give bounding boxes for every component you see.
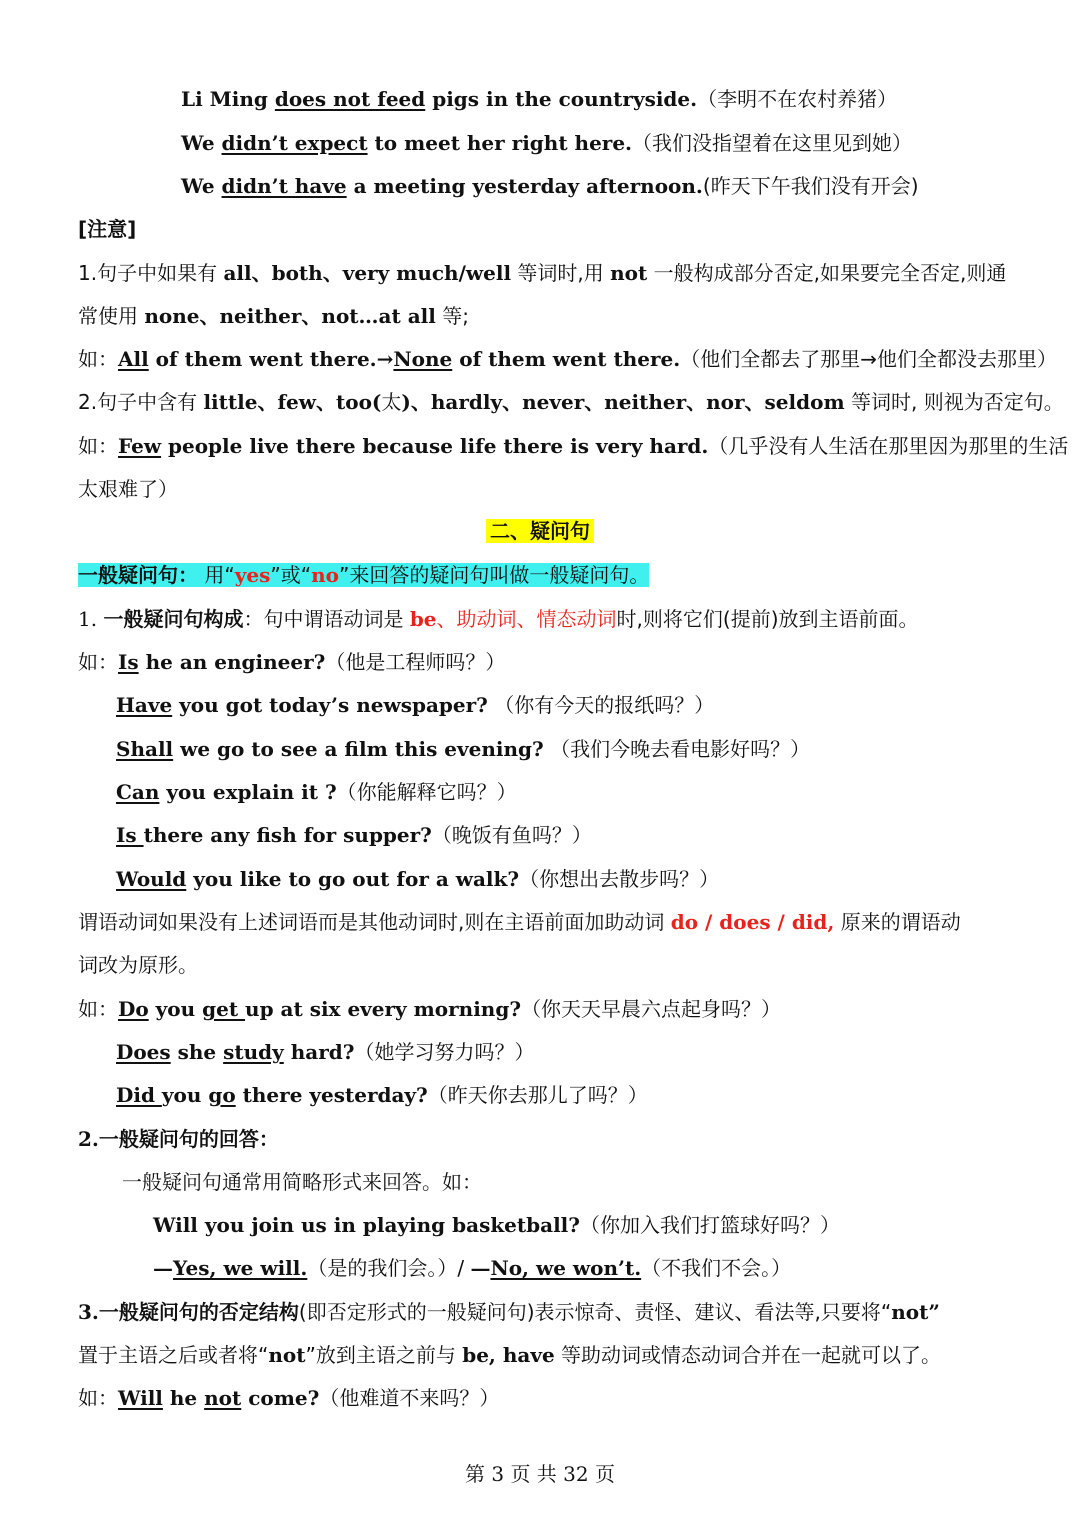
rule-title: 一般疑问句的回答：	[98, 1127, 279, 1151]
underlined-verb: didn’t have	[221, 174, 347, 198]
example-line	[181, 84, 897, 114]
text: you explain it ?	[159, 780, 337, 804]
text: he an engineer?	[138, 650, 326, 674]
number: 2.	[78, 1127, 99, 1151]
rule-2-desc	[122, 1167, 482, 1197]
example-line	[116, 864, 719, 894]
text: you got today’s newspaper?	[172, 693, 488, 717]
note-heading-text: [注意]	[78, 217, 137, 241]
underlined-word: All	[118, 347, 149, 371]
keyword: do / does / did,	[670, 910, 835, 934]
example-answer-line	[153, 1253, 791, 1283]
example-line	[116, 734, 810, 764]
underlined-verb: get	[202, 997, 246, 1021]
example-line	[181, 171, 919, 201]
text: he	[162, 1386, 205, 1410]
answer-yes: Yes, we will.	[173, 1256, 308, 1280]
translation: （你加入我们打篮球好吗？）	[580, 1213, 841, 1237]
text: ：句中谓语动词是	[243, 607, 410, 631]
underlined-word: Few	[118, 434, 162, 458]
text: there yesterday?	[235, 1083, 428, 1107]
text: of them went there.→	[148, 347, 394, 371]
rule-2	[78, 1124, 279, 1154]
text: you	[161, 1083, 209, 1107]
text: pigs in the countryside.	[425, 87, 698, 111]
translation: (昨天下午我们没有开会)	[702, 174, 919, 198]
label: 如：	[78, 650, 118, 674]
label: 如：	[78, 347, 118, 371]
text: 原来的谓语动	[834, 910, 961, 934]
underlined-word: None	[393, 347, 453, 371]
label: 如：	[78, 997, 118, 1021]
underlined-verb: Shall	[116, 737, 174, 761]
keyword: not	[268, 1343, 306, 1367]
number: 1.	[78, 607, 104, 631]
text: of them went there.	[452, 347, 681, 371]
label: 如：	[78, 434, 118, 458]
example-line	[78, 647, 505, 677]
example-line	[78, 994, 781, 1024]
rule-title: 一般疑问句的否定结构	[98, 1300, 299, 1324]
translation: （你想出去散步吗？）	[519, 867, 720, 891]
text: ”放到主语之前与	[305, 1343, 463, 1367]
text: 等词时, 则视为否定句。	[844, 390, 1064, 414]
text: 谓语动词如果没有上述词语而是其他动词时,则在主语前面加助动词	[78, 910, 671, 934]
dash: —	[470, 1256, 491, 1280]
text: 等助动词或情态动词合并在一起就可以了。	[554, 1343, 942, 1367]
footer-text: 页 共	[504, 1462, 564, 1486]
keywords: )、hardly、never、neither、nor、seldom	[401, 390, 845, 414]
keywords: all、both、very much/well	[223, 261, 512, 285]
text: 太	[381, 390, 402, 414]
text: 一般疑问句通常用简略形式来回答。如：	[122, 1170, 482, 1194]
text: to meet her right here.	[367, 131, 633, 155]
text: 常使用	[78, 304, 145, 328]
text: 等词时,用	[511, 261, 611, 285]
text: come?	[241, 1386, 320, 1410]
translation: （他难道不来吗？）	[319, 1386, 500, 1410]
text: ”或“	[270, 563, 312, 587]
text: ”来回答的疑问句叫做一般疑问句。	[338, 563, 650, 587]
underlined-verb: does not feed	[274, 87, 426, 111]
example-line	[116, 777, 517, 807]
text: 一般构成部分否定,如果要完全否定,则通	[647, 261, 1007, 285]
text: 2.句子中含有	[78, 390, 204, 414]
definition-highlight	[78, 563, 649, 587]
note-2-line	[78, 387, 1064, 417]
text: 置于主语之后或者将“	[78, 1343, 269, 1367]
translation: （我们没指望着在这里见到她）	[632, 131, 913, 155]
underlined-verb: Have	[116, 693, 173, 717]
underlined-word: not	[204, 1386, 242, 1410]
translation: （晚饭有鱼吗？）	[431, 823, 592, 847]
keyword: 、助动词、情态动词	[436, 607, 617, 631]
text: 1.句子中如果有	[78, 261, 224, 285]
translation: （她学习努力吗？）	[354, 1040, 535, 1064]
underlined-verb: didn’t expect	[221, 131, 368, 155]
keyword: not	[610, 261, 648, 285]
text: you like to go out for a walk?	[186, 867, 520, 891]
text: up at six every morning?	[245, 997, 522, 1021]
number: 3.	[78, 1300, 99, 1324]
text: (即否定形式的一般疑问句)表示惊奇、责怪、建议、看法等,只要将“	[298, 1300, 892, 1324]
page-footer	[0, 1459, 1080, 1489]
translation: （昨天你去那儿了吗？）	[427, 1083, 648, 1107]
text: We	[181, 131, 222, 155]
term: 一般疑问句：	[78, 563, 198, 587]
example-line	[181, 128, 912, 158]
note-2-example	[78, 431, 1068, 461]
keyword: yes	[234, 563, 271, 587]
section-title	[0, 516, 1080, 546]
example-line	[116, 1037, 534, 1067]
text: 用“	[198, 563, 235, 587]
underlined-verb: Can	[116, 780, 160, 804]
rule-paragraph-line-1	[78, 907, 961, 937]
underlined-verb: Is	[118, 650, 139, 674]
underlined-verb: Will	[118, 1386, 163, 1410]
text: people live there because life there is very hard.	[161, 434, 709, 458]
underlined-verb: Is	[116, 823, 144, 847]
note-heading	[78, 214, 136, 244]
text: 时,则将它们(提前)放到主语前面。	[616, 607, 919, 631]
translation: （李明不在农村养猪）	[697, 87, 898, 111]
footer-text: 第	[465, 1462, 492, 1486]
translation: （你有今天的报纸吗？）	[487, 693, 715, 717]
translation: （我们今晚去看电影好吗？）	[543, 737, 811, 761]
translation: （不我们不会。）	[641, 1256, 792, 1280]
keyword: not”	[891, 1300, 940, 1324]
note-1-line-2	[78, 301, 469, 331]
text: Will you join us in playing basketball?	[153, 1213, 581, 1237]
rule-1	[78, 604, 919, 634]
rule-paragraph-line-2	[78, 950, 198, 980]
example-line	[116, 820, 592, 850]
underlined-verb: Did	[116, 1083, 162, 1107]
text: We	[181, 174, 222, 198]
translation: （他是工程师吗？）	[325, 650, 506, 674]
example-line	[153, 1210, 840, 1240]
translation: （几乎没有人生活在那里因为那里的生活	[708, 434, 1069, 458]
translation: 太艰难了）	[78, 477, 178, 501]
dash: —	[153, 1256, 173, 1280]
text: hard?	[283, 1040, 355, 1064]
rule-3-line-2	[78, 1340, 941, 1370]
translation: （你天天早晨六点起身吗？）	[521, 997, 782, 1021]
keyword: be	[409, 607, 437, 631]
text: we go to see a film this evening?	[173, 737, 544, 761]
keywords: be, have	[462, 1343, 555, 1367]
total-pages: 32	[563, 1462, 589, 1486]
underlined-verb: Do	[118, 997, 149, 1021]
page-number: 3	[491, 1462, 505, 1486]
definition-line	[78, 560, 649, 590]
note-1-example	[78, 344, 1057, 374]
keywords: little、few、too(	[203, 390, 382, 414]
underlined-verb: study	[223, 1040, 284, 1064]
text: Li Ming	[181, 87, 275, 111]
translation: （他们全都去了那里→他们全都没去那里）	[680, 347, 1057, 371]
label: 如：	[78, 1386, 118, 1410]
text: there any fish for supper?	[143, 823, 432, 847]
rule-title: 一般疑问句构成	[103, 607, 244, 631]
text: a meeting yesterday afternoon.	[346, 174, 703, 198]
text: she	[170, 1040, 224, 1064]
translation: （是的我们会。）/	[307, 1256, 471, 1280]
answer-no: No, we won’t.	[490, 1256, 642, 1280]
footer-text: 页	[588, 1462, 615, 1486]
section-title-text: 二、疑问句	[486, 519, 594, 543]
rule-3-line-1	[78, 1297, 940, 1327]
example-line	[78, 1383, 499, 1413]
note-2-example-cont	[78, 474, 178, 504]
note-1-line-1	[78, 258, 1006, 288]
text: 词改为原形。	[78, 953, 198, 977]
example-line	[116, 1080, 648, 1110]
underlined-verb: Does	[116, 1040, 171, 1064]
text: 等;	[435, 304, 469, 328]
text: you	[148, 997, 203, 1021]
underlined-verb: Would	[116, 867, 187, 891]
example-line	[116, 690, 714, 720]
keywords: none、neither、not…at all	[144, 304, 436, 328]
translation: （你能解释它吗？）	[336, 780, 517, 804]
keyword: no	[311, 563, 339, 587]
underlined-verb: go	[208, 1083, 236, 1107]
